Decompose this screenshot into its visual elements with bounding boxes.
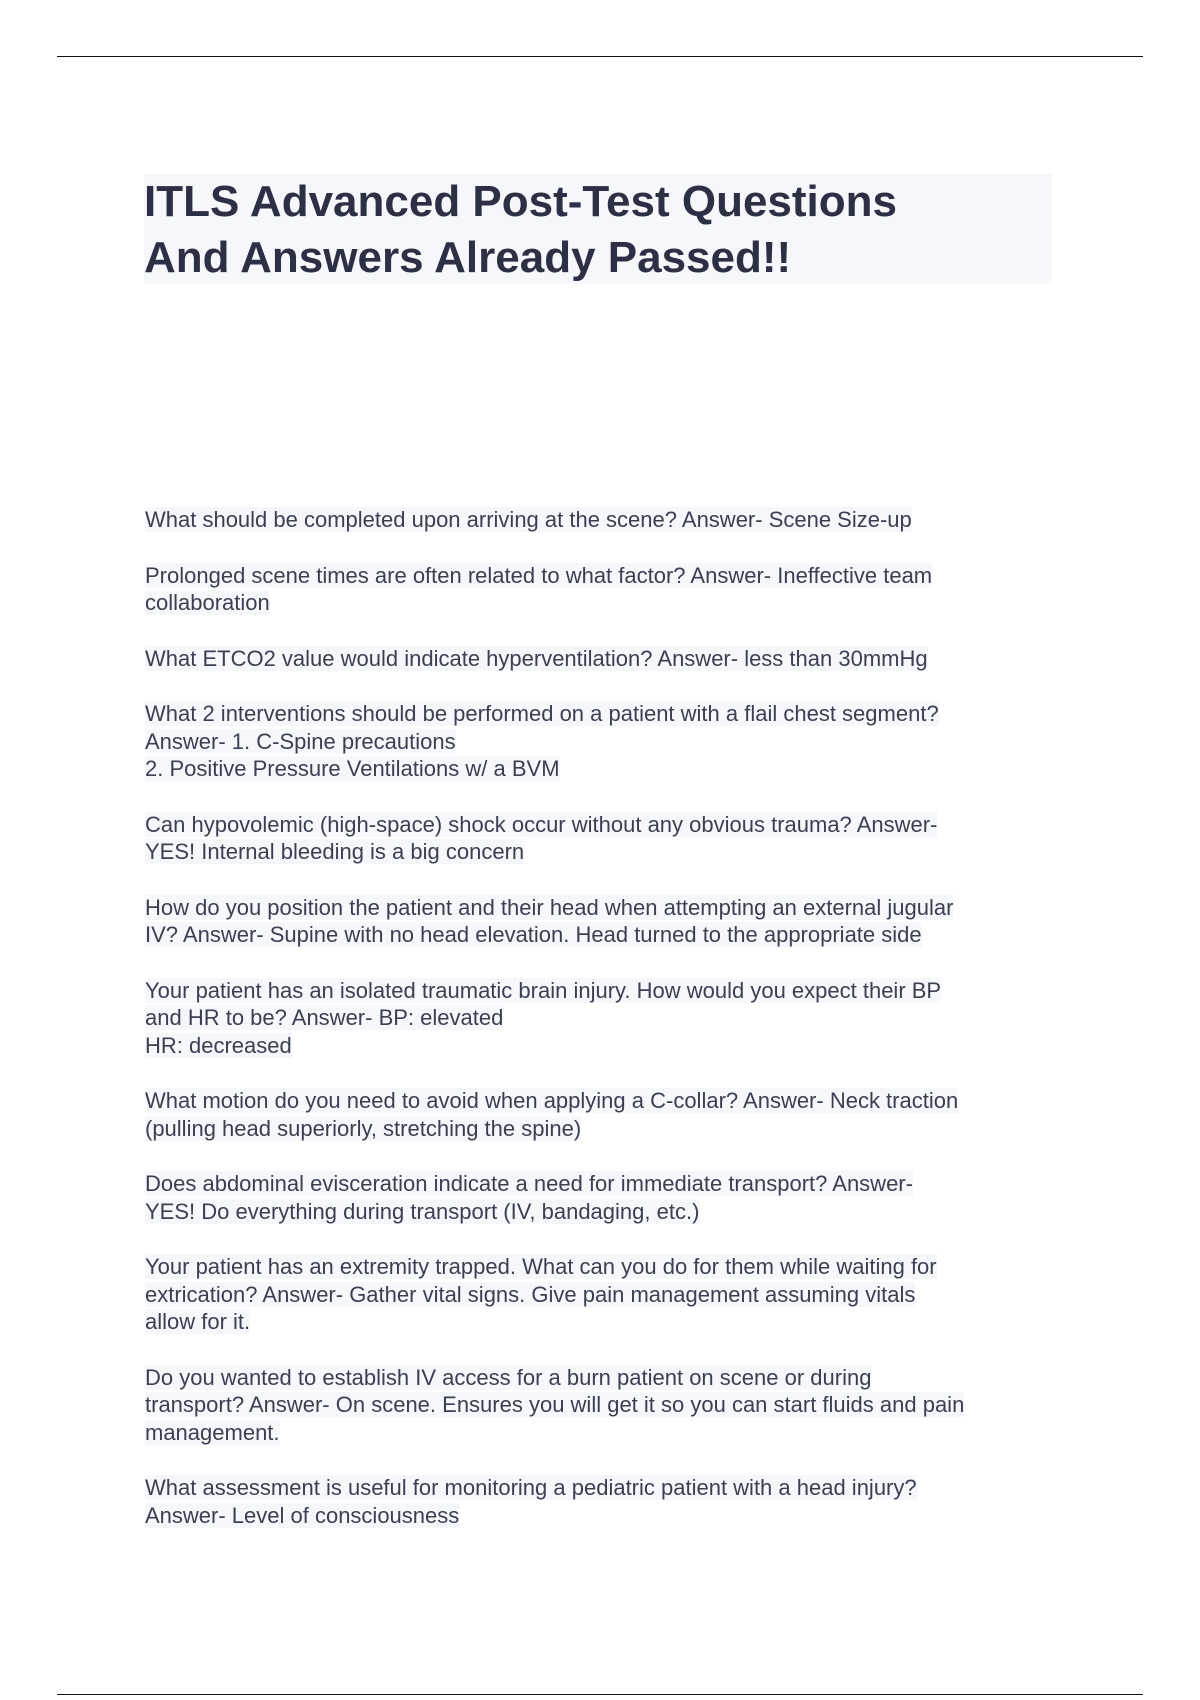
title-line-1: ITLS Advanced Post-Test Questions bbox=[144, 177, 898, 226]
qa-line bbox=[145, 755, 1065, 783]
qa-line bbox=[145, 1281, 1065, 1309]
qa-line bbox=[145, 645, 1065, 673]
qa-line bbox=[145, 1004, 1065, 1032]
qa-item bbox=[145, 562, 1065, 617]
qa-list bbox=[145, 506, 1065, 1557]
qa-line-text: Do you wanted to establish IV access for a burn patient on scene or during bbox=[145, 1364, 872, 1390]
qa-line bbox=[145, 1087, 1065, 1115]
qa-line-text: YES! Do everything during transport (IV, bandaging, etc.) bbox=[145, 1198, 700, 1224]
qa-item bbox=[145, 811, 1065, 866]
qa-line bbox=[145, 562, 1065, 590]
qa-line-text: IV? Answer- Supine with no head elevation. Head turned to the appropriate side bbox=[145, 922, 922, 947]
qa-line-text: Answer- 1. C-Spine precautions bbox=[145, 728, 456, 754]
top-divider bbox=[57, 56, 1143, 57]
qa-line bbox=[145, 1364, 1065, 1392]
qa-line-text: YES! Internal bleeding is a big concern bbox=[145, 839, 525, 864]
qa-item bbox=[145, 700, 1065, 783]
qa-line-text: What motion do you need to avoid when applying a C-collar? Answer- Neck traction bbox=[145, 1088, 959, 1113]
qa-line-text: Your patient has an isolated traumatic brain injury. How would you expect their BP bbox=[145, 977, 942, 1003]
qa-line-text: allow for it. bbox=[145, 1309, 251, 1334]
qa-item bbox=[145, 1474, 1065, 1529]
qa-line bbox=[145, 811, 1065, 839]
qa-line bbox=[145, 1308, 1065, 1336]
qa-line-text: How do you position the patient and their head when attempting an external jugular bbox=[145, 894, 954, 920]
qa-line-text: What 2 interventions should be performed on a patient with a flail chest segment? bbox=[145, 701, 939, 726]
qa-line bbox=[145, 589, 1065, 617]
qa-item bbox=[145, 1087, 1065, 1142]
qa-line-text: What assessment is useful for monitoring a pediatric patient with a head injury? bbox=[145, 1475, 917, 1500]
qa-line bbox=[145, 1474, 1065, 1502]
qa-line bbox=[145, 506, 1065, 534]
qa-line bbox=[145, 1032, 1065, 1060]
qa-line-text: transport? Answer- On scene. Ensures you will get it so you can start fluids and pain bbox=[145, 1392, 965, 1417]
qa-line bbox=[145, 1419, 1065, 1447]
qa-item bbox=[145, 1170, 1065, 1225]
qa-line bbox=[145, 1198, 1065, 1226]
qa-line bbox=[145, 1170, 1065, 1198]
qa-line-text: extrication? Answer- Gather vital signs. Give pain management assuming vitals bbox=[145, 1281, 916, 1307]
qa-line-text: and HR to be? Answer- BP: elevated bbox=[145, 1005, 504, 1030]
qa-line-text: Your patient has an extremity trapped. What can you do for them while waiting for bbox=[145, 1254, 937, 1279]
qa-item bbox=[145, 894, 1065, 949]
qa-line bbox=[145, 700, 1065, 728]
qa-line-text: (pulling head superiorly, stretching the spine) bbox=[145, 1115, 582, 1141]
qa-line bbox=[145, 921, 1065, 949]
qa-line bbox=[145, 894, 1065, 922]
qa-line bbox=[145, 977, 1065, 1005]
qa-item bbox=[145, 645, 1065, 673]
qa-line bbox=[145, 1115, 1065, 1143]
qa-line-text: HR: decreased bbox=[145, 1032, 292, 1058]
qa-line bbox=[145, 1253, 1065, 1281]
qa-line-text: Does abdominal evisceration indicate a need for immediate transport? Answer- bbox=[145, 1171, 913, 1196]
document-title bbox=[144, 174, 1052, 284]
qa-line-text: management. bbox=[145, 1419, 280, 1445]
qa-line bbox=[145, 1391, 1065, 1419]
qa-item bbox=[145, 1364, 1065, 1447]
qa-line-text: 2. Positive Pressure Ventilations w/ a BVM bbox=[145, 756, 560, 781]
qa-line bbox=[145, 728, 1065, 756]
qa-item bbox=[145, 506, 1065, 534]
qa-line bbox=[145, 1502, 1065, 1530]
qa-line-text: Prolonged scene times are often related to what factor? Answer- Ineffective team bbox=[145, 562, 933, 588]
qa-item bbox=[145, 1253, 1065, 1336]
qa-line-text: Can hypovolemic (high-space) shock occur without any obvious trauma? Answer- bbox=[145, 811, 938, 837]
qa-line-text: collaboration bbox=[145, 590, 270, 615]
qa-line bbox=[145, 838, 1065, 866]
qa-item bbox=[145, 977, 1065, 1060]
title-line-2: And Answers Already Passed!! bbox=[144, 233, 792, 282]
qa-line-text: What ETCO2 value would indicate hyperventilation? Answer- less than 30mmHg bbox=[145, 645, 928, 671]
qa-line-text: Answer- Level of consciousness bbox=[145, 1502, 460, 1528]
qa-line-text: What should be completed upon arriving at the scene? Answer- Scene Size-up bbox=[145, 507, 912, 532]
bottom-divider bbox=[57, 1694, 1143, 1695]
